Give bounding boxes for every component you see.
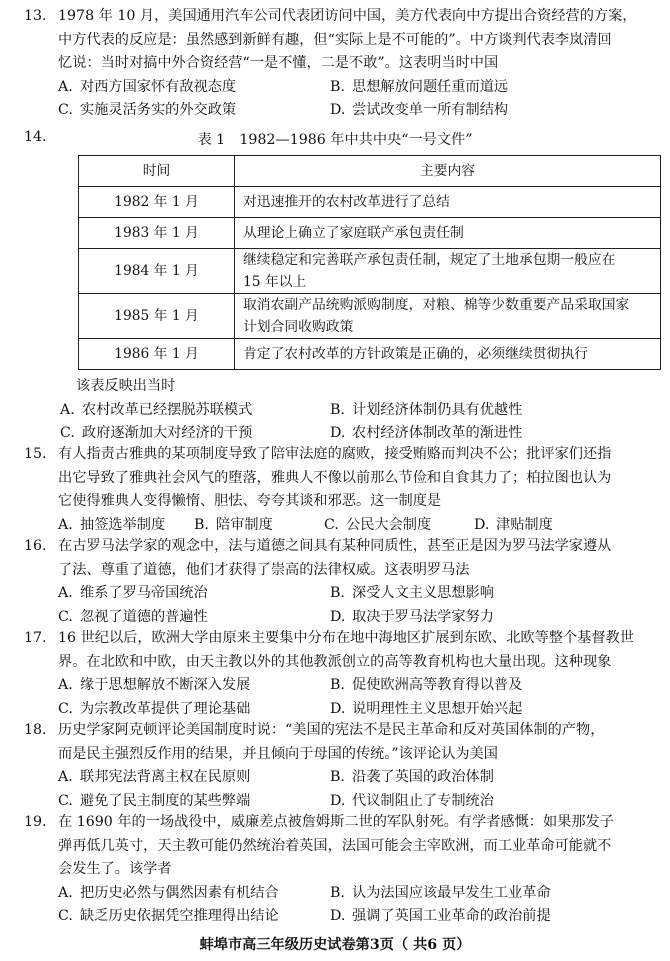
option-text: 津贴制度 [496, 516, 553, 533]
option-label: C. [58, 908, 73, 924]
option-label: D. [330, 792, 346, 809]
option-b[interactable] [330, 766, 658, 790]
options [58, 674, 658, 721]
option-a[interactable] [60, 399, 330, 423]
option-d[interactable] [330, 99, 658, 123]
column-header-content: 主要内容 [235, 156, 661, 187]
option-text: 强调了英国工业革命的政治前提 [352, 908, 551, 924]
option-text: 代议制阻止了专制统治 [352, 792, 494, 809]
option-label: D. [330, 608, 346, 625]
page-footer: 蚌埠市高三年级历史试卷第3页（ 共6 页） [199, 937, 471, 953]
cell-text: 肯定了农村改革的方针政策是正确的，必须继续贯彻执行 [243, 346, 588, 362]
option-c[interactable] [58, 790, 330, 814]
option-a[interactable] [58, 882, 330, 906]
question-stem-line: 在古罗马法学家的观念中，法与道德之间具有某种同质性，甚至正是因为罗马法学家遵从 [58, 538, 612, 554]
options [58, 76, 658, 123]
option-text: 计划经济体制仍具有优越性 [352, 401, 523, 418]
option-label: D. [330, 425, 346, 441]
question-16 [24, 535, 658, 629]
options [60, 399, 660, 446]
question-stem-line: 历史学家阿克顿评论美国制度时说：“美国的宪法不是民主革命和反对英国体制的产物， [58, 722, 605, 738]
option-text: 缺乏历史依据凭空推理得出结论 [80, 908, 279, 924]
cell-time: 1983 年 1 月 [79, 218, 235, 249]
option-text: 深受人文主义思想影响 [352, 585, 494, 601]
option-label: C. [58, 792, 73, 809]
option-label: D. [330, 700, 346, 717]
table-row [79, 218, 661, 249]
option-label: C. [58, 102, 73, 118]
option-text: 维系了罗马帝国统治 [80, 585, 208, 601]
option-label: A. [58, 516, 73, 533]
question-stem-line: 该表反映出当时 [76, 378, 176, 394]
option-label: A. [60, 401, 75, 418]
option-c[interactable] [58, 698, 330, 722]
options [58, 582, 658, 629]
option-text: 实施灵活务实的外交政策 [80, 102, 237, 118]
option-d[interactable] [330, 606, 658, 630]
option-d[interactable] [330, 422, 644, 446]
question-18 [24, 719, 658, 813]
option-b[interactable] [330, 882, 658, 906]
option-label: D. [330, 908, 346, 924]
option-d[interactable] [330, 790, 658, 814]
option-label: B. [194, 516, 209, 533]
option-label: C. [60, 425, 75, 441]
option-c[interactable] [324, 514, 474, 538]
table-row [79, 249, 661, 294]
option-a[interactable] [58, 514, 194, 538]
cell-text: 继续稳定和完善联产承包责任制，规定了土地承包期一般应在 [243, 252, 616, 268]
option-label: A. [58, 884, 73, 901]
option-text: 说明理性主义思想开始兴起 [352, 700, 523, 717]
option-text: 把历史必然与偶然因素有机结合 [80, 884, 279, 901]
cell-content [235, 294, 661, 339]
option-label: A. [58, 677, 73, 693]
option-label: B. [330, 769, 345, 785]
question-14-stem [60, 375, 660, 446]
option-c[interactable] [58, 99, 330, 123]
option-c[interactable] [58, 905, 330, 929]
question-stem-line: 有人指责古雅典的某项制度导致了陪审法庭的腐败，接受贿赂而判决不公；批评家们还指 [58, 446, 612, 462]
option-label: A. [58, 78, 73, 95]
option-b[interactable] [330, 399, 644, 423]
option-label: B. [330, 78, 345, 95]
option-label: D. [474, 516, 490, 533]
question-stem-line: 而是民主强烈反作用的结果，并且倾向于母国的传统。”该评论认为美国 [58, 745, 498, 762]
question-number: 18. [24, 722, 47, 738]
option-label: B. [330, 401, 345, 418]
question-stem-line: 它使得雅典人变得懒惰、胆怯、夸夸其谈和邪恶。这一制度是 [58, 493, 442, 509]
question-stem-line: 1978 年 10 月，美国通用汽车公司代表团访问中国，美方代表向中方提出合资经营的方案， [58, 8, 637, 24]
table-row [79, 294, 661, 339]
cell-content [235, 187, 661, 218]
option-text: 联邦宪法背离主权在民原则 [80, 769, 251, 785]
question-stem-line: 弹再低几英寸，天主教可能仍然统治着英国，法国可能会主宰欧洲，而工业革命可能就不 [58, 837, 612, 854]
question-stem-line: 出它导致了雅典社会风气的堕落，雅典人不像以前那么节俭和自食其力了；柏拉图也认为 [58, 469, 612, 486]
question-stem-line: 了法、尊重了道德，他们才获得了崇高的法律权威。这表明罗马法 [58, 561, 470, 578]
table-header-row [79, 156, 661, 187]
table-row [79, 339, 661, 370]
cell-text: 15 年以上 [243, 274, 307, 290]
cell-time: 1982 年 1 月 [79, 187, 235, 218]
option-label: B. [330, 884, 345, 901]
option-a[interactable] [58, 76, 330, 100]
option-b[interactable] [330, 582, 658, 606]
question-15 [24, 443, 658, 537]
cell-time: 1984 年 1 月 [79, 249, 235, 294]
option-label: D. [330, 102, 346, 118]
option-text: 农村改革已经摆脱苏联模式 [82, 401, 253, 418]
question-number: 13. [24, 8, 47, 24]
option-text: 尝试改变单一所有制结构 [352, 102, 509, 118]
document-table [78, 155, 661, 370]
question-number: 15. [24, 446, 47, 462]
option-text: 忽视了道德的普遍性 [80, 608, 208, 625]
cell-text: 从理论上确立了家庭联产承包责任制 [243, 225, 464, 241]
option-text: 农村经济体制改革的渐进性 [352, 425, 523, 441]
question-number: 16. [24, 538, 47, 554]
option-text: 认为法国应该最早发生工业革命 [352, 884, 551, 901]
option-d[interactable] [330, 698, 658, 722]
option-text: 陪审制度 [216, 516, 273, 533]
question-stem-line: 会发生了。该学者 [58, 861, 172, 877]
option-b[interactable] [330, 674, 658, 698]
cell-content [235, 249, 661, 294]
option-text: 思想解放问题任重而道远 [352, 78, 509, 95]
option-c[interactable] [60, 422, 330, 446]
question-stem-line: 中方代表的反应是：虽然感到新鲜有趣，但“实际上是不可能的”。中方谈判代表李岚清回 [58, 31, 612, 48]
cell-text: 对迅速推开的农村改革进行了总结 [243, 194, 450, 210]
cell-text: 取消农副产品统购派购制度，对粮、棉等少数重要产品采取国家 [243, 297, 630, 313]
option-d[interactable] [330, 905, 658, 929]
question-number: 17. [24, 630, 47, 646]
question-number: 14. [24, 129, 47, 145]
option-a[interactable] [58, 582, 330, 606]
options [58, 766, 658, 813]
option-label: B. [330, 585, 345, 601]
options [58, 882, 658, 929]
option-label: C. [58, 608, 73, 625]
cell-text: 计划合同收购政策 [243, 319, 354, 335]
cell-time: 1986 年 1 月 [79, 339, 235, 370]
option-c[interactable] [58, 606, 330, 630]
option-label: C. [324, 516, 339, 533]
option-text: 为宗教改革提供了理论基础 [80, 700, 251, 717]
options [58, 514, 658, 538]
option-text: 公民大会制度 [346, 516, 432, 533]
option-text: 避免了民主制度的某些弊端 [80, 792, 251, 809]
option-text: 抽签选举制度 [80, 516, 166, 533]
option-text: 政府逐渐加大对经济的干预 [82, 425, 253, 441]
question-13 [24, 5, 658, 123]
option-d[interactable] [474, 514, 658, 538]
option-text: 取决于罗马法学家努力 [352, 608, 494, 625]
question-stem-line: 16 世纪以后，欧洲大学由原来主要集中分布在地中海地区扩展到东欧、北欧等整个基督教世 [58, 630, 634, 646]
option-text: 对西方国家怀有敌视态度 [80, 78, 237, 95]
option-label: B. [330, 677, 345, 693]
table-row [79, 187, 661, 218]
question-19 [24, 811, 658, 929]
option-b[interactable] [330, 76, 658, 100]
option-text: 缘于思想解放不断深入发展 [80, 677, 251, 693]
question-17 [24, 627, 658, 721]
cell-time: 1985 年 1 月 [79, 294, 235, 339]
question-stem-line: 忆说：当时对搞中外合资经营“一是不懂，二是不敢”。这表明当时中国 [58, 55, 499, 71]
option-label: C. [58, 700, 73, 717]
option-text: 促使欧洲高等教育得以普及 [352, 677, 523, 693]
option-label: A. [58, 585, 73, 601]
option-label: A. [58, 769, 73, 785]
question-stem-line: 在 1690 年的一场战役中，威廉差点被詹姆斯二世的军队射死。有学者感慨：如果那发子 [58, 814, 614, 830]
option-text: 沿袭了英国的政治体制 [352, 769, 494, 785]
option-a[interactable] [58, 674, 330, 698]
question-stem-line: 界。在北欧和中欧，由天主教以外的其他教派创立的高等教育机构也大量出现。这种现象 [58, 653, 612, 670]
cell-content [235, 218, 661, 249]
cell-content [235, 339, 661, 370]
table-caption: 表 1 1982—1986 年中共中央“一号文件” [197, 132, 473, 148]
option-a[interactable] [58, 766, 330, 790]
column-header-time: 时间 [79, 156, 235, 187]
option-b[interactable] [194, 514, 324, 538]
question-number: 19. [24, 814, 47, 830]
